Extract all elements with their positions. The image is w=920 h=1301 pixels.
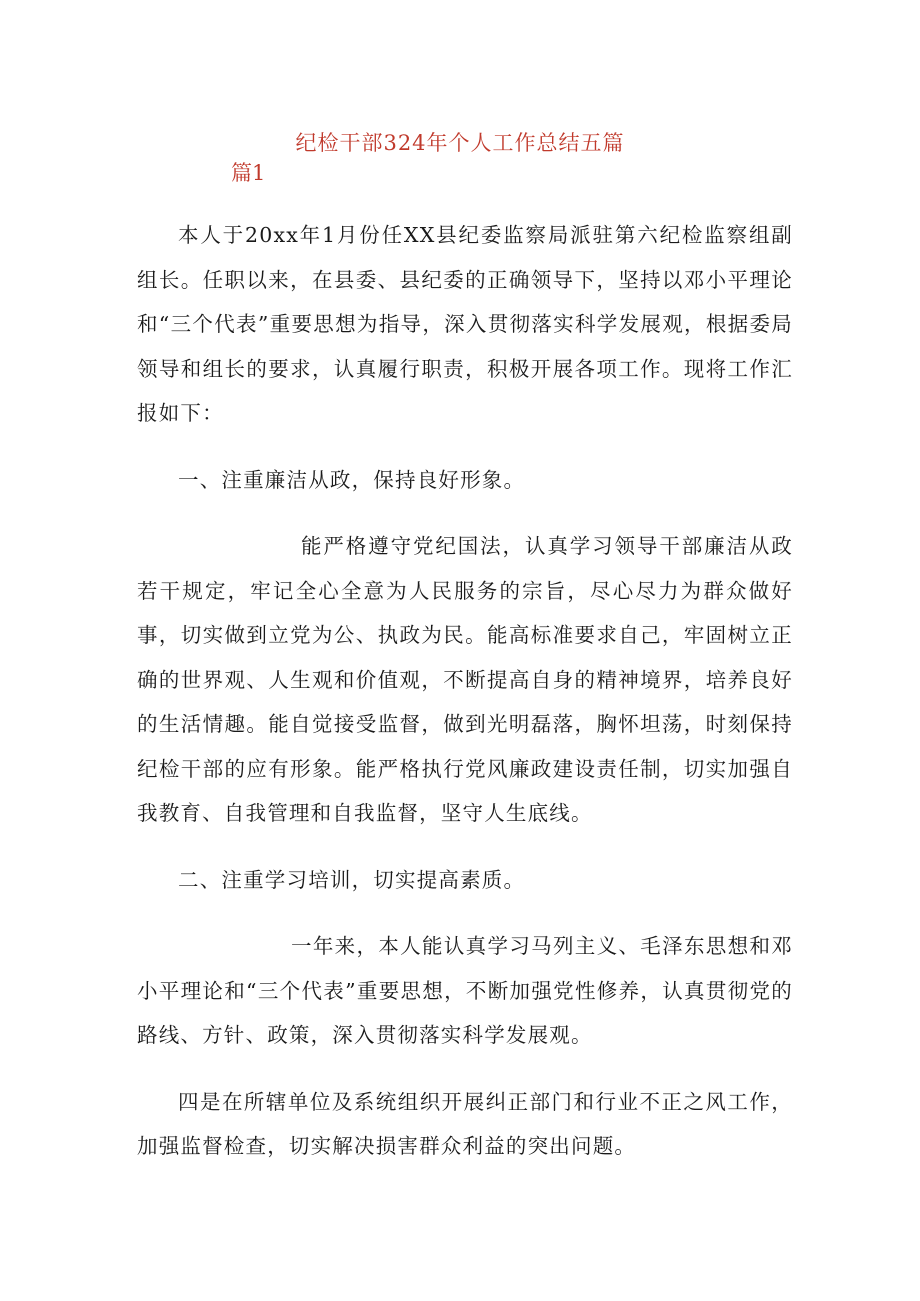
- document-title: 纪检干部324年个人工作总结五篇: [295, 131, 625, 155]
- paragraph-study: 一年来，本人能认真学习马列主义、毛泽东思想和邓小平理论和“三个代表”重要思想，不断加强党性修养，认真贯彻党的路线、方针、政策，深入贯彻落实科学发展观。: [137, 934, 793, 1047]
- paragraph-intro: 本人于20xx年1月份任XX县纪委监察局派驻第六纪检监察组副组长。任职以来，在县委、县纪委的正确领导下，坚持以邓小平理论和“三个代表”重要思想为指导，深入贯彻落实科学发展观，根据委局领导和组长的要求，认真履行职责，积极开展各项工作。现将工作汇报如下：: [137, 223, 793, 425]
- section-label: 篇1: [231, 161, 266, 185]
- paragraph-integrity: 能严格遵守党纪国法，认真学习领导干部廉洁从政若干规定，牢记全心全意为人民服务的宗旨，尽心尽力为群众做好事，切实做到立党为公、执政为民。能高标准要求自己，牢固树立正确的世界观、人生观和价值观，不断提高自身的精神境界，培养良好的生活情趣。能自觉接受监督，做到光明磊落，胸怀坦荡，时刻保持纪检干部的应有形象。能严格执行党风廉政建设责任制，切实加强自我教育、自我管理和自我监督，坚守人生底线。: [137, 534, 793, 825]
- heading-study: 二、注重学习培训，切实提高素质。: [178, 867, 526, 892]
- heading-integrity: 一、注重廉洁从政，保持良好形象。: [178, 467, 526, 492]
- document-body: [137, 213, 793, 1169]
- paragraph-supervision: 四是在所辖单位及系统组织开展纠正部门和行业不正之风工作，加强监督检查，切实解决损害群众利益的突出问题。: [137, 1089, 793, 1158]
